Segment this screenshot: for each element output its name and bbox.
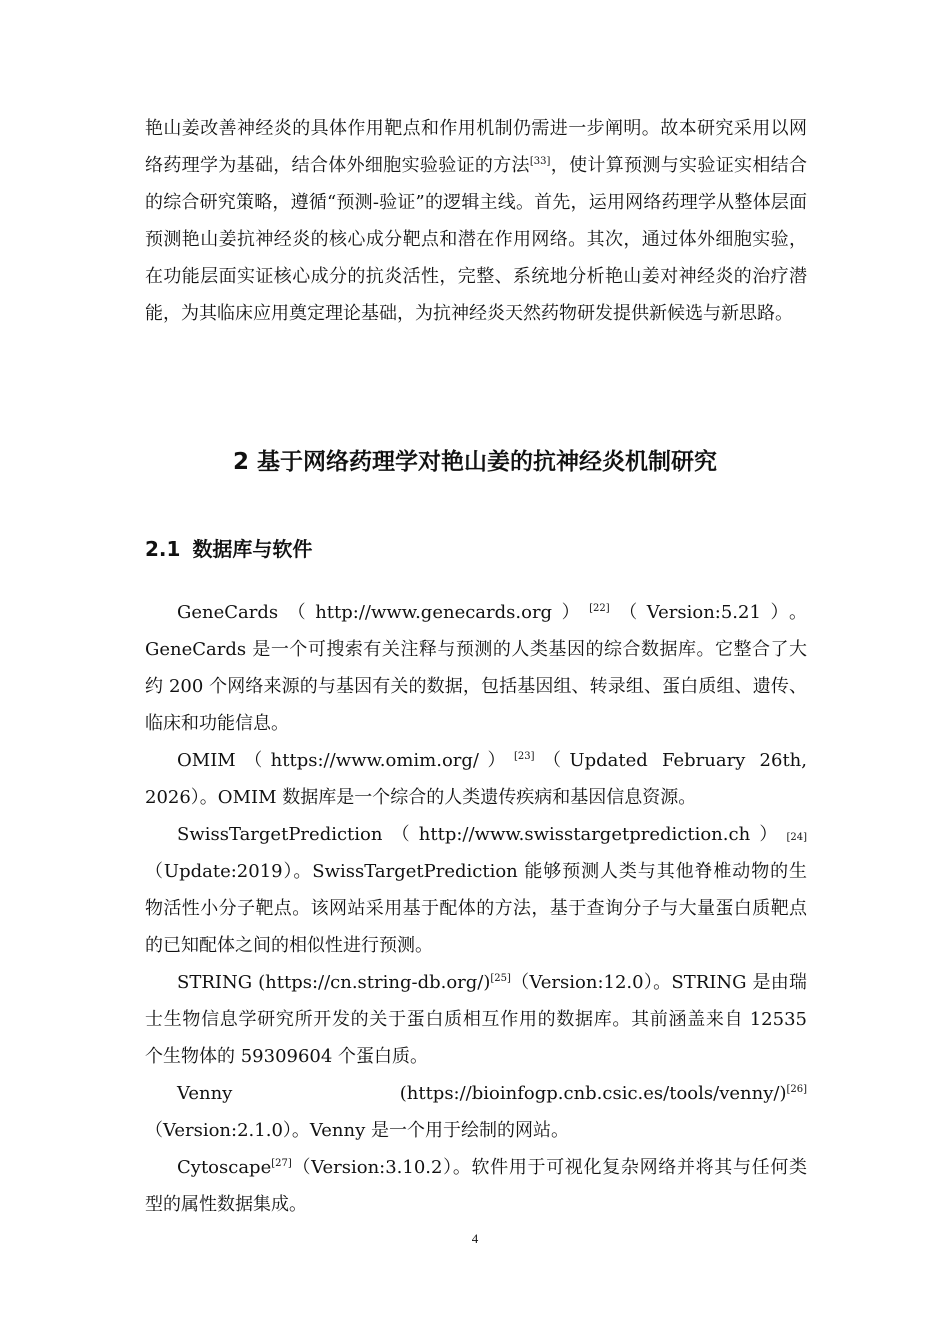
string-description: （Version:12.0）。STRING 是由瑞士生物信息学研究所开发的关于蛋白质相互作用的数据库。其前涵盖来自 12535 个生物体的 59309604 个蛋白质。 [145,972,807,1067]
section-number: 2.1 [145,537,181,561]
genecards-paragraph [145,594,807,742]
section-title: 数据库与软件 [192,537,313,561]
section-heading [145,534,312,564]
citation-ref: [33] [529,156,551,167]
string-paragraph [145,964,807,1075]
intro-section [145,110,807,332]
citation-ref: [25] [490,973,511,984]
omim-paragraph [145,742,807,816]
intro-paragraph [145,110,807,332]
citation-ref: [22] [589,603,610,614]
omim-description: （Updated February 26th, 2026）。OMIM 数据库是一个综合的人类遗传疾病和基因信息资源。 [145,750,807,808]
intro-text-continued: ，使计算预测与实验证实相结合的综合研究策略，遵循“预测-验证”的逻辑主线。首先，运用网络药理学从整体层面预测艳山姜抗神经炎的核心成分靶点和潜在作用网络。其次，通过体外细胞实验，在功能层面实证核心成分的抗炎活性，完整、系统地分析艳山姜对神经炎的治疗潜能，为其临床应用奠定理论基础，为抗神经炎天然药物研发提供新候选与新思路。 [145,155,808,324]
swisstarget-first-line: SwissTargetPrediction （ http://www.swisstargetprediction.ch ） [24] [145,816,807,853]
page-number: 4 [471,1231,479,1246]
citation-ref: [27] [271,1158,292,1169]
genecards-description: （Version:5.21）。GeneCards 是一个可搜索有关注释与预测的人类基因的综合数据库。它整合了大约 200 个网络来源的与基因有关的数据，包括基因组、转录组、蛋白质组、遗传、临床和功能信息。 [145,602,807,734]
citation-ref: [23] [513,751,535,762]
cytoscape-lead: Cytoscape [177,1157,272,1178]
string-lead: STRING (https://cn.string-db.org/) [177,972,491,993]
chapter-heading: 2 基于网络药理学对艳山姜的抗神经炎机制研究 [232,449,717,475]
cytoscape-paragraph [145,1149,807,1223]
omim-lead: OMIM（https://www.omim.org/） [177,750,514,771]
venny-lead: Venny (https://bioinfogp.cnb.csic.es/tools/venny/) [177,1083,787,1104]
cytoscape-description: （Version:3.10.2）。软件用于可视化复杂网络并将其与任何类型的属性数据集成。 [145,1157,807,1215]
section-body [145,594,807,1223]
swisstarget-open-paren: （ [391,824,410,845]
intro-text: 艳山姜改善神经炎的具体作用靶点和作用机制仍需进一步阐明。故本研究采用以网络药理学为基础，结合体外细胞实验验证的方法 [145,118,807,176]
swisstarget-url: http://www.swisstargetprediction.ch [418,824,751,845]
citation-ref: [26] [786,1084,807,1095]
swisstarget-description: （Update:2019）。SwissTargetPrediction 能够预测人类与其他脊椎动物的生物活性小分子靶点。该网站采用基于配体的方法，基于查询分子与大量蛋白质靶点的已知配体之间的相似性进行预测。 [145,861,807,956]
swisstarget-name: SwissTargetPrediction [177,824,383,845]
swisstarget-paragraph [145,816,807,964]
genecards-lead: GeneCards（http://www.genecards.org） [177,602,590,623]
swisstarget-close-paren: ） [759,824,778,845]
venny-paragraph [145,1075,807,1149]
venny-description: （Version:2.1.0）。Venny 是一个用于绘制的网站。 [145,1120,569,1141]
